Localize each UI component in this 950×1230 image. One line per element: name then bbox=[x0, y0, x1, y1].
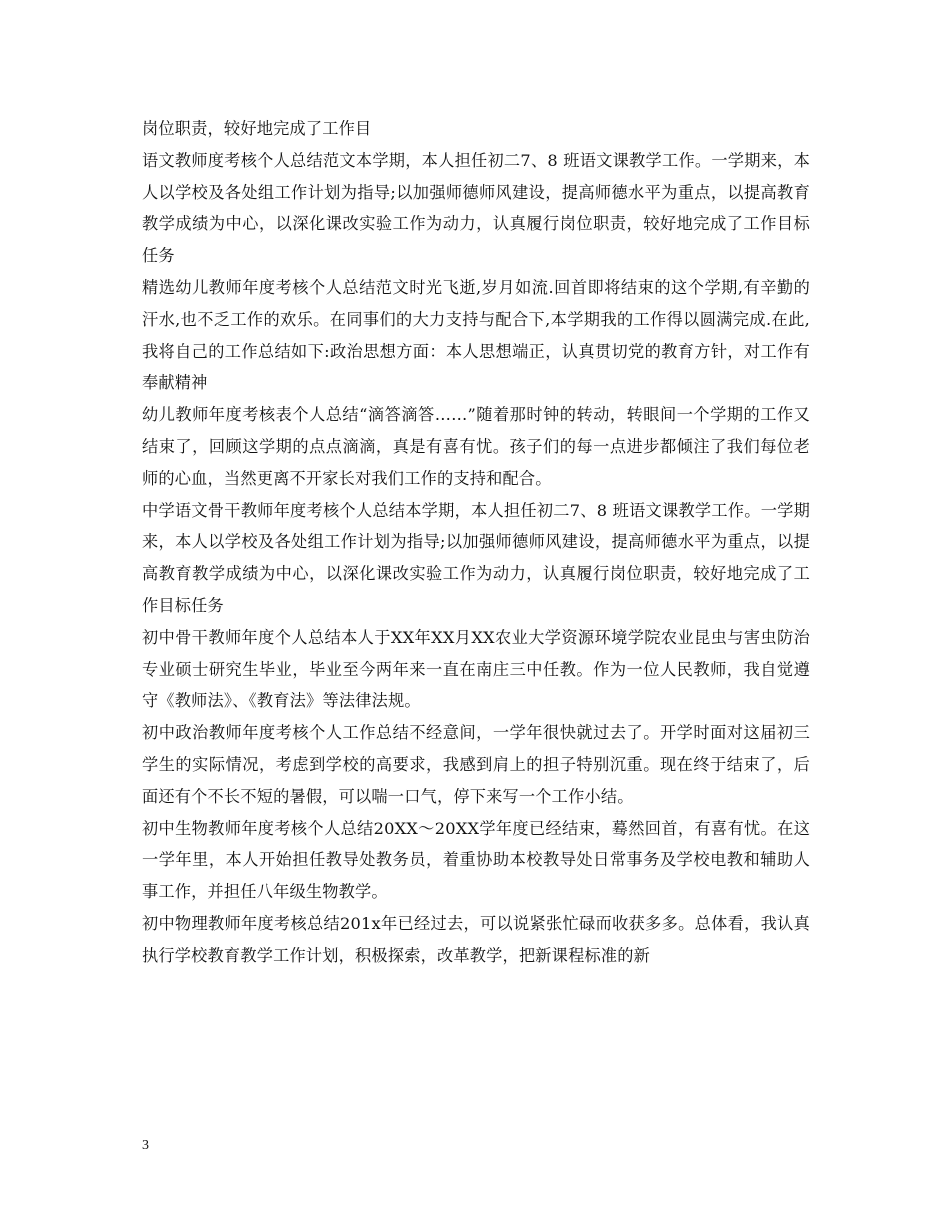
paragraph-9: 初中物理教师年度考核总结201x年已经过去，可以说紧张忙碌而收获多多。总体看，我认真执行学校教育教学工作计划，积极探索，改革教学，把新课程标准的新 bbox=[142, 913, 810, 965]
document-body bbox=[142, 113, 810, 972]
paragraph-5: 中学语文骨干教师年度考核个人总结本学期，本人担任初二7、8 班语文课教学工作。一学期来，本人以学校及各处组工作计划为指导;以加强师德师风建设，提高师德水平为重点，以提高教育教学成绩为中心，以深化课改实验工作为动力，认真履行岗位职责，较好地完成了工作目标任务 bbox=[142, 500, 810, 615]
paragraph-6: 初中骨干教师年度个人总结本人于XX年XX月XX农业大学资源环境学院农业昆虫与害虫防治专业硕士研究生毕业，毕业至今两年来一直在南庄三中任教。作为一位人民教师，我自觉遵守《教师法》、《教育法》等法律法规。 bbox=[142, 627, 810, 711]
paragraph-8: 初中生物教师年度考核个人总结20XX～20XX学年度已经结束，蓦然回首，有喜有忧。在这一学年里，本人开始担任教导处教务员，着重协助本校教导处日常事务及学校电教和辅助人事工作，并担任八年级生物教学。 bbox=[142, 818, 810, 902]
paragraph-2: 语文教师度考核个人总结范文本学期，本人担任初二7、8 班语文课教学工作。一学期来，本人以学校及各处组工作计划为指导;以加强师德师风建设，提高师德水平为重点，以提高教育教学成绩为中心，以深化课改实验工作为动力，认真履行岗位职责，较好地完成了工作目标任务 bbox=[142, 150, 810, 266]
paragraph-4: 幼儿教师年度考核表个人总结“滴答滴答……”随着那时钟的转动，转眼间一个学期的工作又结束了，回顾这学期的点点滴滴，真是有喜有忧。孩子们的每一点进步都倾注了我们每位老师的心血，当然更离不开家长对我们工作的支持和配合。 bbox=[142, 405, 810, 488]
page-number: 3 bbox=[142, 1138, 149, 1153]
paragraph-1: 岗位职责，较好地完成了工作目 bbox=[142, 119, 372, 138]
paragraph-7: 初中政治教师年度考核个人工作总结不经意间，一学年很快就过去了。开学时面对这届初三学生的实际情况，考虑到学校的高要求，我感到肩上的担子特别沉重。现在终于结束了，后面还有个不长不短的暑假，可以喘一口气，停下来写一个工作小结。 bbox=[142, 723, 810, 806]
paragraph-3: 精选幼儿教师年度考核个人总结范文时光飞逝,岁月如流.回首即将结束的这个学期,有辛勤的汗水,也不乏工作的欢乐。在同事们的大力支持与配合下,本学期我的工作得以圆满完成.在此,我将自己的工作总结如下:政治思想方面：本人思想端正，认真贯切党的教育方针，对工作有奉献精神 bbox=[142, 277, 810, 393]
